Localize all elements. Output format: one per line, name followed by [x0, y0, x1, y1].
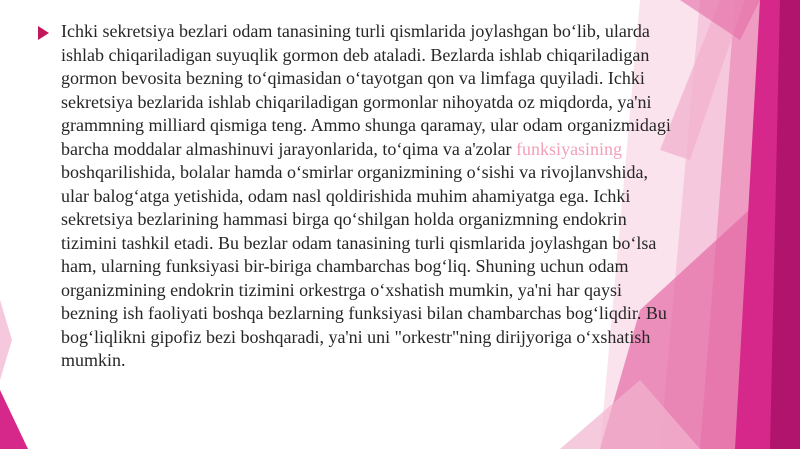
left-edge-accent — [0, 300, 12, 380]
paragraph-highlight: funksiyasining — [516, 138, 623, 159]
paragraph-text-start: Ichki sekretsiya bezlari odam tanasining turli qismlarida joylashgan bo‘lib, ularda ishlab chiqariladigan suyuqlik gormon deb ataladi. Bezlarda ishlab chiqariladigan gormon bevosita bezning to‘qimasidan o‘tayotgan qon va limfaga quyiladi. Ichki sekretsiya bezlarida ishlab chiqariladigan gormonlar nihoyatda oz miqdorda, ya'ni grammning milliard qismiga teng. Ammo shunga qaramay, ular odam organizmidagi barcha moddalar almashinuvi jarayonlarida, to‘qima va a'zolar — [61, 21, 671, 159]
triangle-bullet-icon — [38, 26, 49, 40]
paragraph-text-end: boshqarilishida, bolalar hamda o‘smirlar organizmining o‘sishi va rivojlanvshida, ular balog‘atga yetishida, odam nasl qoldirishida muhim ahamiyatga ega. Ichki sekretsiya bezlarining hammasi birga qo‘shilgan holda organizmning endokrin tizimini tashkil etadi. Bu bezlar odam tanasining turli qismlarida joylashgan bo‘lsa ham, ularning funksiyasi bir-biriga chambarchas bog‘liq. Shuning uchun odam organizmining endokrin tizimini orkestrga o‘xshatish mumkin, ya'ni har qaysi bezning ish faoliyati boshqa bezlarning funksiyasi bilan chambarchas bog‘liqdir. Bu bog‘liqlikni gipofiz bezi boshqaradi, ya'ni uni "orkestr"ning dirijyoriga o‘xshatish mumkin. — [61, 162, 667, 370]
left-edge-accent-bottom — [0, 390, 28, 449]
body-paragraph — [61, 20, 673, 373]
